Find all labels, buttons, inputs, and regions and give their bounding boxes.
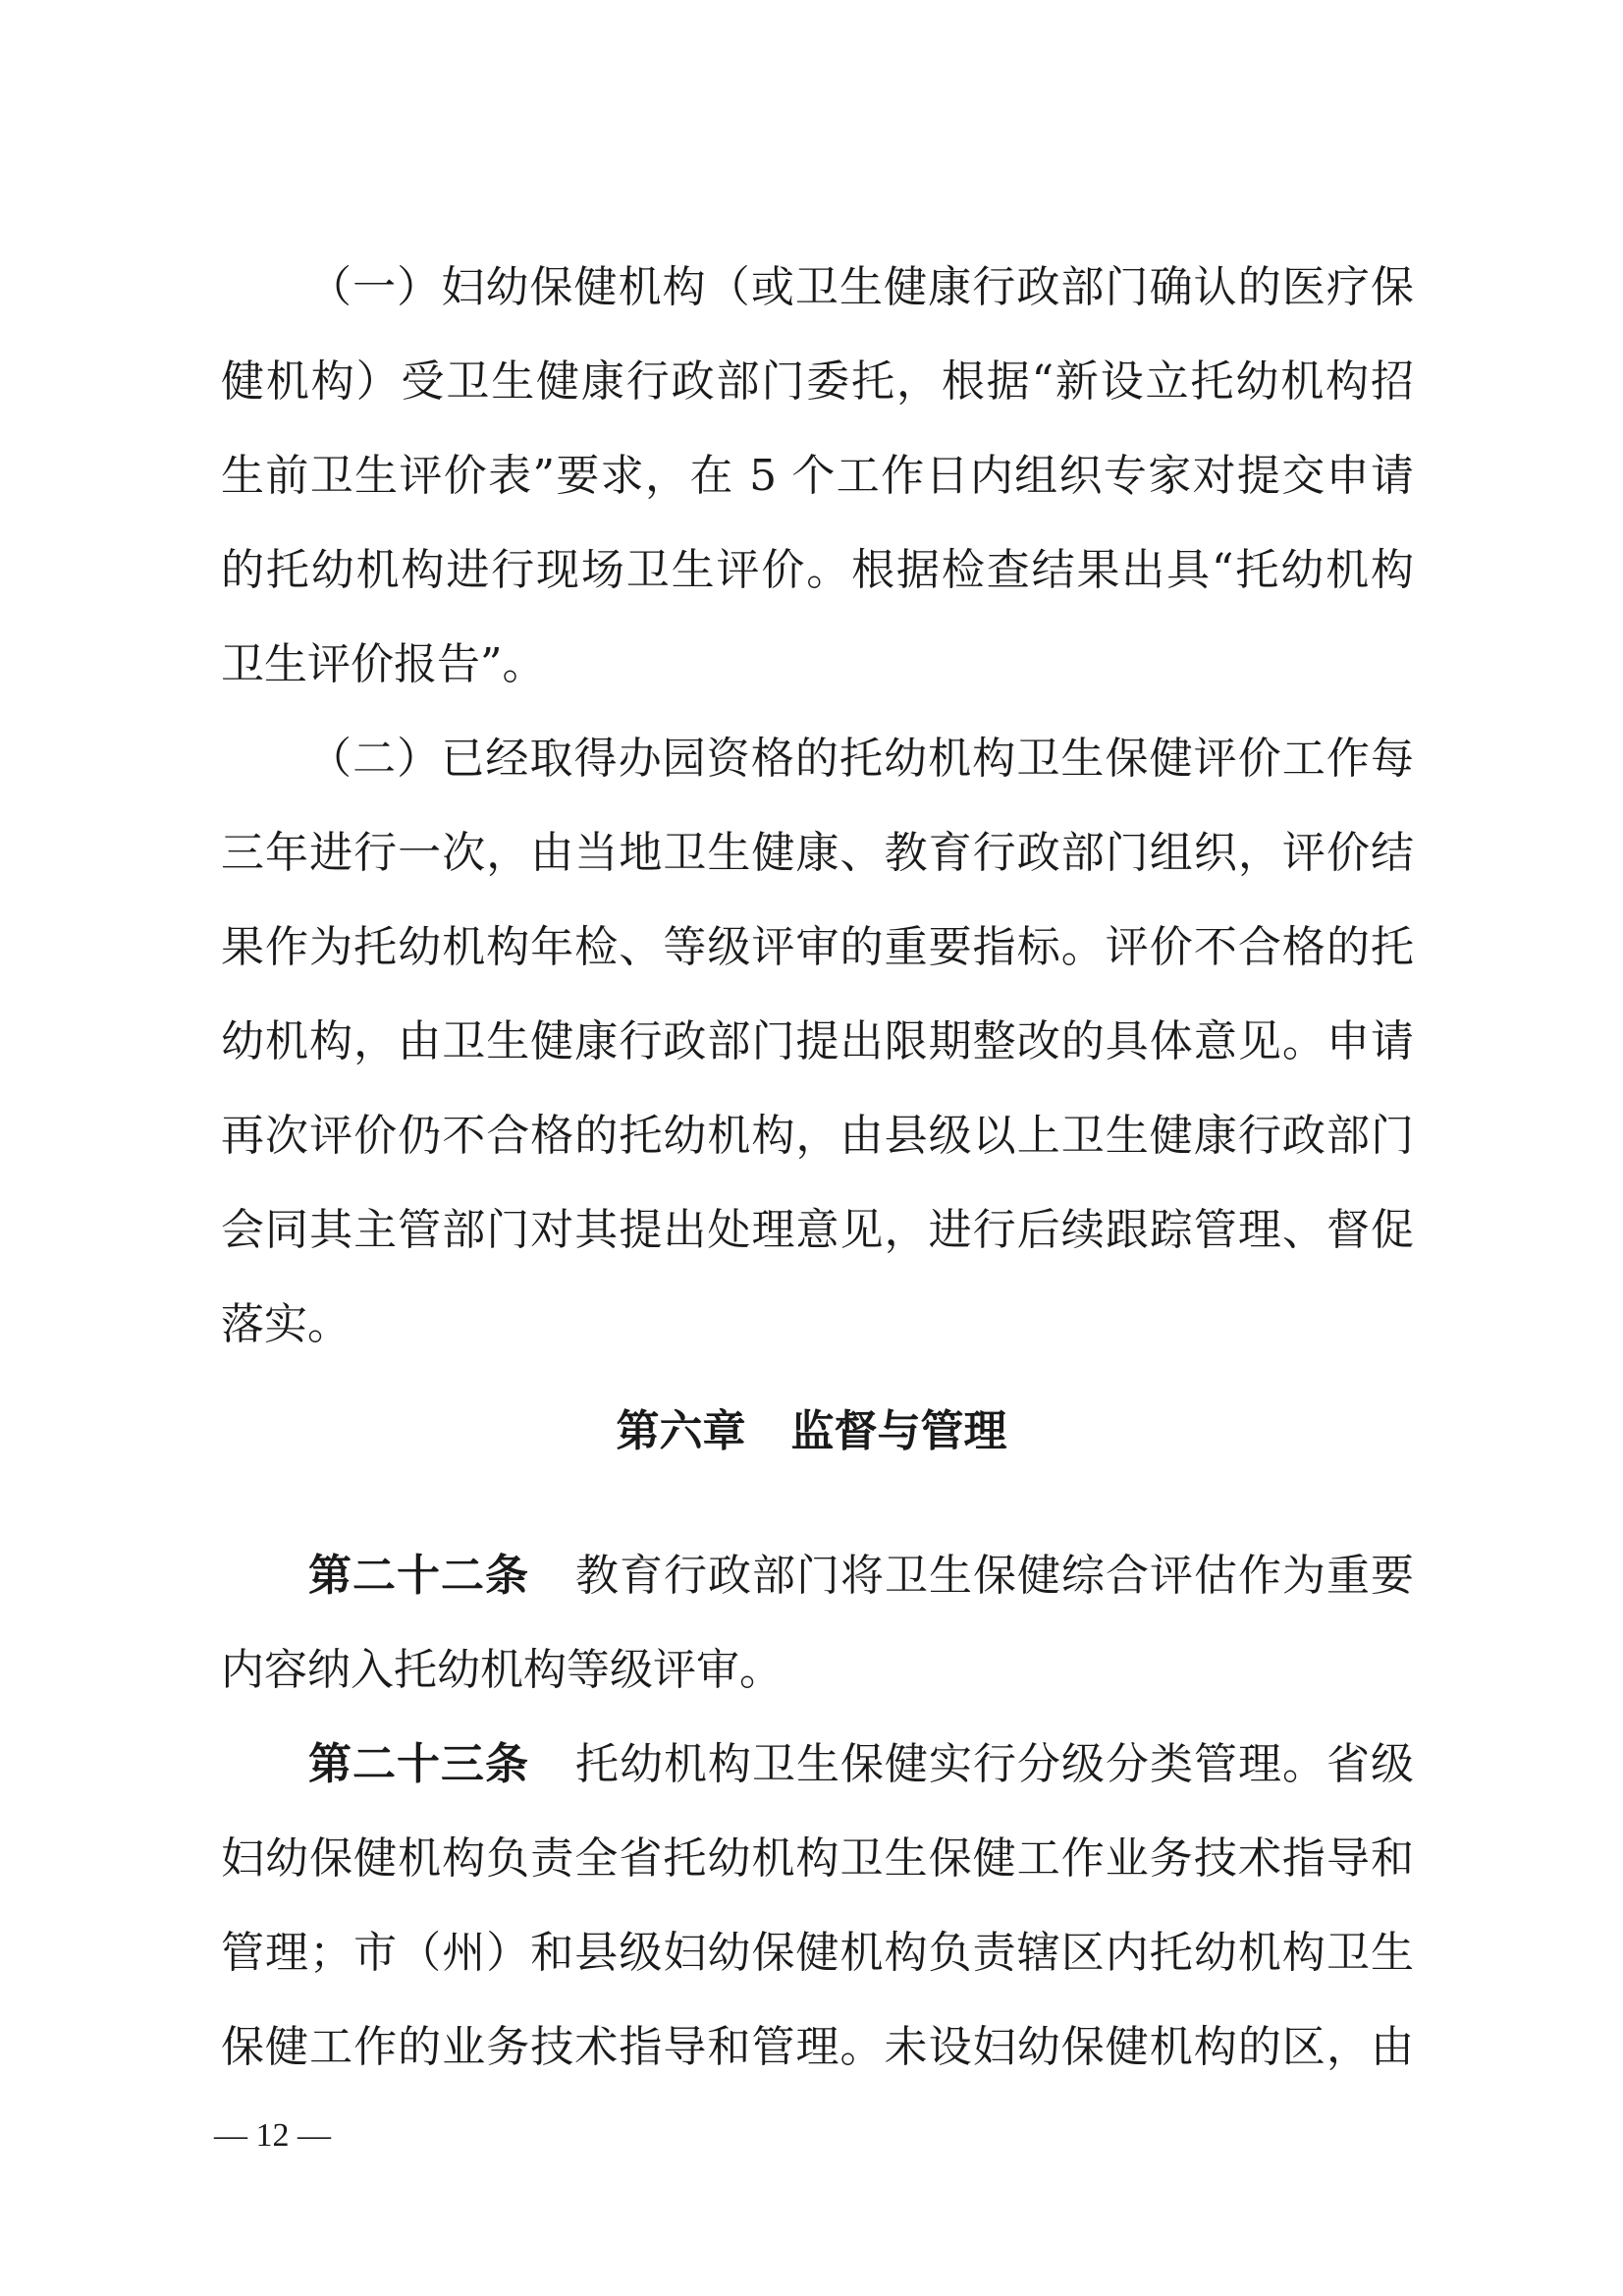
paragraph-2-line-7: 落实。 [221,1299,351,1349]
article-23-line-4: 保健工作的业务技术指导和管理。未设妇幼保健机构的区，由 [221,2022,1414,2072]
paragraph-1-line-5: 卫生评价报告”。 [221,639,546,689]
page-number: — 12 — [214,2117,331,2154]
article-23-line-2: 妇幼保健机构负责全省托幼机构卫生保健工作业务技术指导和 [221,1833,1414,1884]
article-22-line-2: 内容纳入托幼机构等级评审。 [221,1645,783,1695]
article-22-heading: 第二十二条 [308,1551,529,1601]
paragraph-1-line-1: （一）妇幼保健机构（或卫生健康行政部门确认的医疗保 [308,262,1414,312]
chapter-heading [0,1385,1623,1479]
article-23-text: 托幼机构卫生保健实行分级分类管理。省级 [574,1739,1414,1789]
chapter-title: 监督与管理 [790,1406,1007,1456]
paragraph-1-line-3: 生前卫生评价表”要求，在 5 个工作日内组织专家对提交申请 [221,451,1414,501]
article-23-heading: 第二十三条 [308,1739,529,1789]
paragraph-2-line-5: 再次评价仍不合格的托幼机构，由县级以上卫生健康行政部门 [221,1111,1414,1161]
article-23-line-3: 管理；市（州）和县级妇幼保健机构负责辖区内托幼机构卫生 [221,1928,1414,1978]
paragraph-2-line-4: 幼机构，由卫生健康行政部门提出限期整改的具体意见。申请 [221,1016,1414,1066]
article-23-line-1 [308,1718,1414,1812]
paragraph-1-line-2: 健机构）受卫生健康行政部门委托，根据“新设立托幼机构招 [221,356,1414,407]
article-22-line-1 [308,1529,1414,1623]
paragraph-2-line-1: （二）已经取得办园资格的托幼机构卫生保健评价工作每 [308,734,1414,784]
paragraph-2-line-6: 会同其主管部门对其提出处理意见，进行后续跟踪管理、督促 [221,1205,1414,1255]
paragraph-1-line-4: 的托幼机构进行现场卫生评价。根据检查结果出具“托幼机构 [221,545,1414,595]
article-22-text: 教育行政部门将卫生保健综合评估作为重要 [574,1551,1414,1601]
paragraph-2-line-2: 三年进行一次，由当地卫生健康、教育行政部门组织，评价结 [221,828,1414,878]
paragraph-2-line-3: 果作为托幼机构年检、等级评审的重要指标。评价不合格的托 [221,922,1414,972]
chapter-number: 第六章 [616,1406,746,1456]
